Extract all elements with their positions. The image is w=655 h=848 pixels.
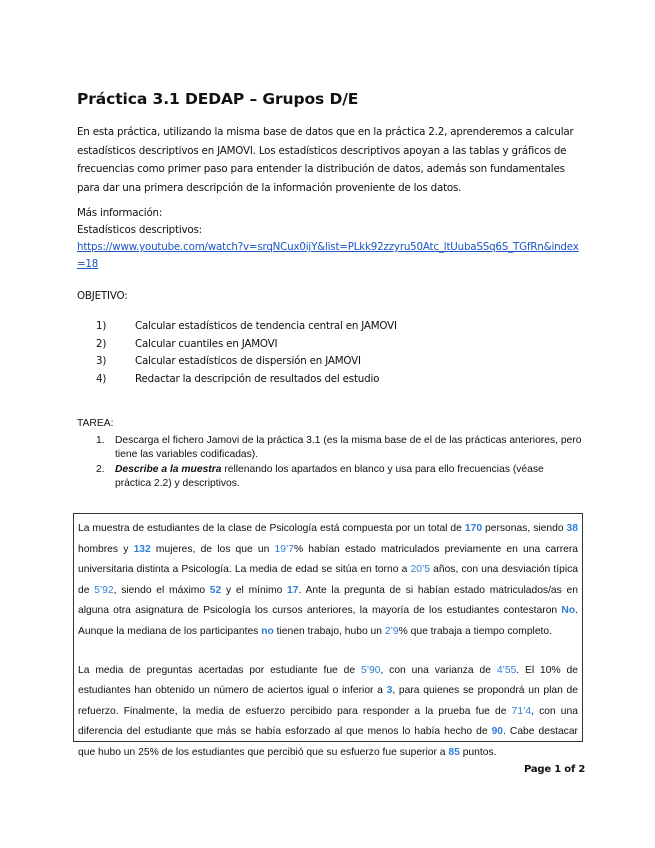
text-run: personas, siendo xyxy=(482,523,567,534)
list-item xyxy=(96,320,397,338)
filled-value: 52 xyxy=(209,584,222,596)
list-item xyxy=(96,373,397,391)
list-item xyxy=(96,355,397,373)
list-item xyxy=(96,463,582,490)
filled-value: no xyxy=(261,625,274,637)
page-title: Práctica 3.1 DEDAP – Grupos D/E xyxy=(77,90,359,108)
filled-value: 19’7 xyxy=(274,543,294,555)
filled-value: 4’55 xyxy=(496,664,517,676)
tarea-list xyxy=(96,434,582,492)
more-info-label: Más información: xyxy=(77,207,163,219)
item-text: Calcular estadísticos de dispersión en JAMOVI xyxy=(135,355,361,367)
filled-value: 3 xyxy=(386,685,393,697)
filled-value: 17 xyxy=(287,584,299,596)
text-run: , con una diferencia del estudiante que más se había esforzado al que menos lo había hecho de xyxy=(78,705,578,738)
emphasis-text: Describe a la muestra xyxy=(115,464,222,475)
filled-value: No xyxy=(561,605,576,617)
page-number: Page 1 of 2 xyxy=(524,764,586,775)
list-item xyxy=(96,338,397,356)
filled-value: 170 xyxy=(464,523,483,534)
item-text xyxy=(115,463,582,490)
text-run: puntos. xyxy=(459,746,497,758)
filled-value: 90 xyxy=(491,726,504,738)
item-number: 3) xyxy=(96,355,107,367)
results-paragraph-1 xyxy=(78,519,578,643)
filled-value: 38 xyxy=(566,523,578,534)
text-run: . El 10% de estudiantes han obtenido un número de aciertos igual o inferior a xyxy=(78,664,578,697)
youtube-link[interactable]: https://www.youtube.com/watch?v=srqNCux0ijY&list=PLkk92zzyru50Atc_ltUubaSSq6S_TGfRn&index=18 xyxy=(77,241,579,270)
item-text-rest: rellenando los apartados en blanco y usa para ello frecuencias (véase práctica 2.2) y descriptivos. xyxy=(115,464,544,489)
text-run: años, con una desviación típica de xyxy=(78,564,578,596)
item-number: 4) xyxy=(96,372,107,385)
item-text: Calcular cuantiles en JAMOVI xyxy=(135,337,278,350)
filled-value: 85 xyxy=(448,746,460,758)
item-number: 2. xyxy=(96,464,105,475)
item-text: Calcular estadísticos de tendencia central en JAMOVI xyxy=(135,320,397,332)
filled-value: 71’4 xyxy=(511,705,532,717)
item-text: Redactar la descripción de resultados del estudio xyxy=(135,372,380,385)
intro-paragraph: En esta práctica, utilizando la misma base de datos que en la práctica 2.2, aprenderemos a calcular estadísticos descriptivos en JAMOVI. Los estadísticos descriptivos apoyan a las tablas y gráficos de frecuencias como primer paso para entender la distribución de datos, además son fundamentales para dar una primera descripción de la información proveniente de los datos. xyxy=(77,126,574,194)
text-run: % habían estado matriculados previamente en una carrera universitaria distinta a Psicología. La media de edad se sitúa en torno a xyxy=(78,543,579,576)
text-run: . Aunque la mediana de los participantes xyxy=(78,605,578,637)
text-run: . Ante la pregunta de si habían estado matriculados/as en alguna otra asignatura de Psicología los cursos anteriores, la mayoría de los estudiantes contestaron xyxy=(78,584,578,617)
filled-value: 20’5 xyxy=(410,564,430,576)
text-run: La muestra de estudiantes de la clase de Psicología está compuesta por un total de xyxy=(78,523,465,534)
item-number: 1. xyxy=(96,435,105,446)
text-run: % que trabaja a tiempo completo. xyxy=(398,625,553,637)
item-number: 2) xyxy=(96,337,107,350)
more-info-sublabel: Estadísticos descriptivos: xyxy=(77,224,202,236)
filled-value: 2’9 xyxy=(384,625,399,637)
text-run: hombres y xyxy=(78,543,134,555)
results-paragraph-2 xyxy=(78,661,578,764)
item-text: Descarga el fichero Jamovi de la práctica 3.1 (es la misma base de el de las prácticas anteriores, pero tiene las variables codificadas). xyxy=(115,435,582,460)
text-run: mujeres, de los que un xyxy=(150,543,275,555)
objetivo-list xyxy=(96,320,397,390)
text-run: y el mínimo xyxy=(221,584,288,596)
objetivo-heading: OBJETIVO: xyxy=(77,290,128,302)
filled-value: 5’92 xyxy=(94,584,114,596)
filled-value: 132 xyxy=(133,543,151,555)
more-info-section xyxy=(77,205,582,273)
text-run: La media de preguntas acertadas por estudiante fue de xyxy=(78,664,361,676)
filled-value: 5’90 xyxy=(360,664,381,676)
tarea-heading: TAREA: xyxy=(77,418,114,429)
text-run: . Cabe destacar que hubo un 25% de los estudiantes que percibió que su esfuerzo fue superior a xyxy=(78,726,578,758)
text-run: , para quienes se propondrá un plan de refuerzo. Finalmente, la media de esfuerzo percibido para responder a la prueba fue de xyxy=(78,685,578,717)
text-run: tienen trabajo, hubo un xyxy=(273,625,385,637)
text-run: , siendo el máximo xyxy=(113,584,210,596)
item-number: 1) xyxy=(96,320,107,332)
results-box xyxy=(73,513,583,758)
text-run: , con una varianza de xyxy=(380,664,497,676)
list-item xyxy=(96,434,582,461)
